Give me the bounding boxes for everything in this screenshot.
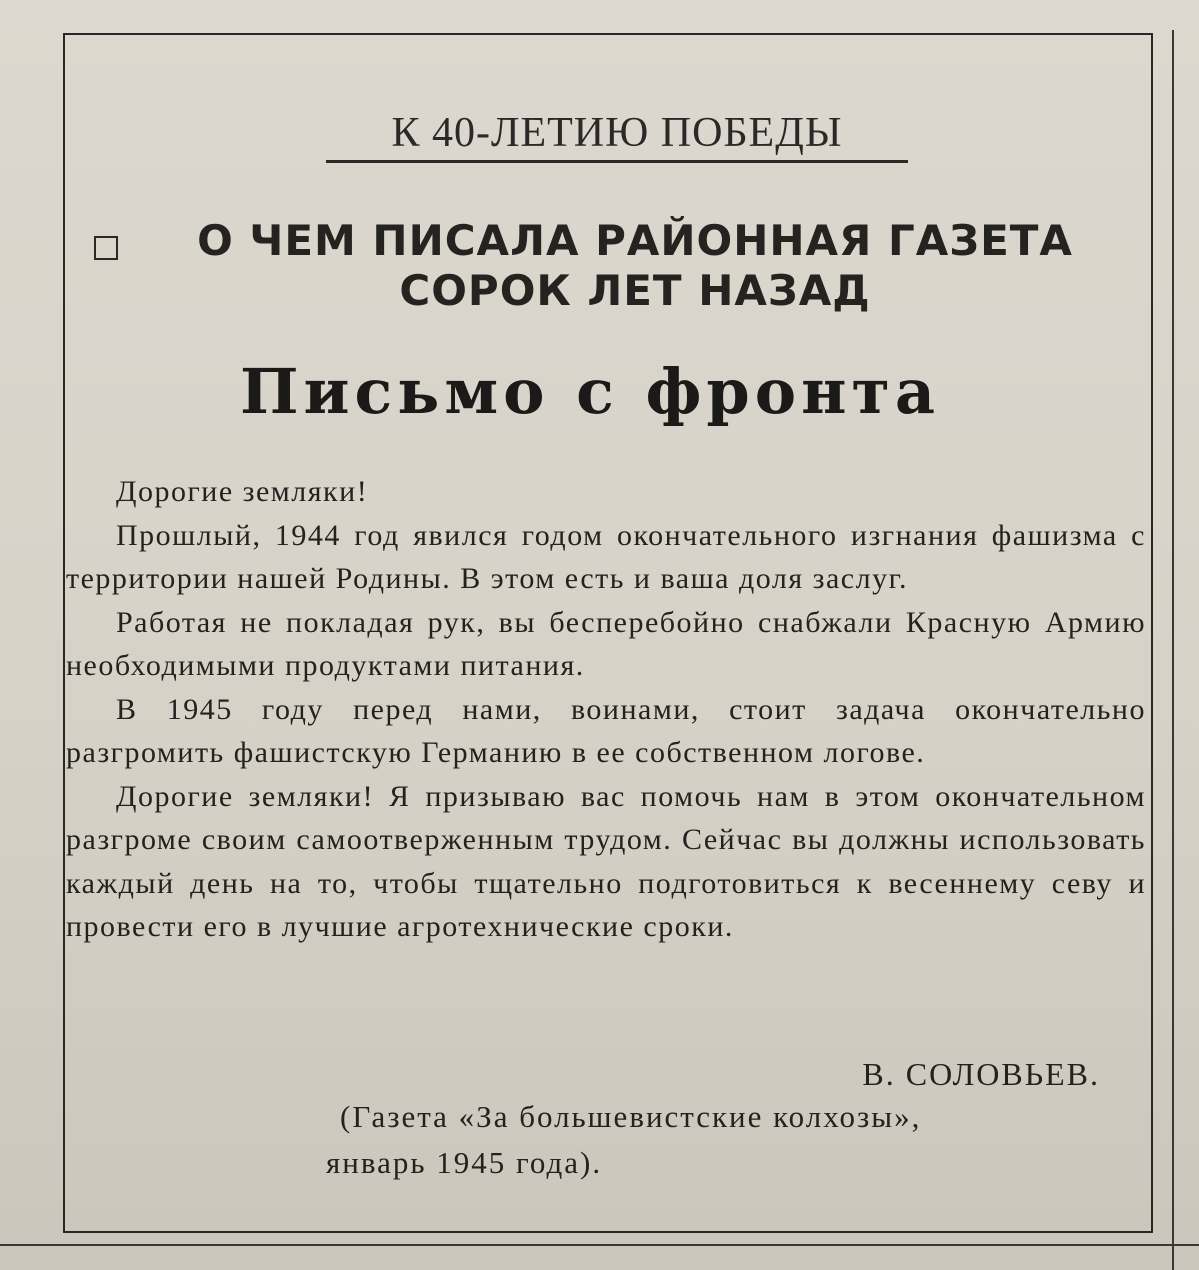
author-signature: В. СОЛОВЬЕВ. xyxy=(862,1056,1100,1092)
section-title xyxy=(130,216,1140,316)
paragraph-2: Работая не покладая рук, вы бесперебойно снабжали Красную Армию необходимыми продуктами питания. xyxy=(66,605,1146,682)
article-body xyxy=(66,470,1146,949)
article-headline: Письмо с фронта xyxy=(239,355,941,428)
rubric-heading: К 40-ЛЕТИЮ ПОБЕДЫ xyxy=(326,110,908,163)
greeting: Дорогие земляки! xyxy=(116,475,369,508)
paragraph-4: Дорогие земляки! Я призываю вас помочь нам в этом окончательном разгроме своим самоотверженным трудом. Сейчас вы должны использовать каждый день на то, чтобы тщательно подготовиться к весеннему севу и провести его в лучшие агротехнические сроки. xyxy=(66,779,1146,943)
paragraph-3: В 1945 году перед нами, воинами, стоит задача окончательно разгромить фашистскую Германию в ее собственном логове. xyxy=(66,692,1146,769)
source-citation xyxy=(326,1094,1096,1186)
section-title-line-1: О ЧЕМ ПИСАЛА РАЙОННАЯ ГАЗЕТА xyxy=(197,216,1073,265)
bottom-rule xyxy=(0,1244,1199,1246)
paragraph-1: Прошлый, 1944 год явился годом окончательного изгнания фашизма с территории нашей Родины. В этом есть и ваша доля заслуг. xyxy=(66,518,1146,595)
source-line-2: январь 1945 года). xyxy=(326,1145,603,1180)
column-rule xyxy=(1172,30,1174,1270)
square-bullet-icon xyxy=(94,236,118,260)
source-line-1: (Газета «За большевистские колхозы», xyxy=(340,1099,922,1134)
section-title-line-2: СОРОК ЛЕТ НАЗАД xyxy=(399,266,871,315)
